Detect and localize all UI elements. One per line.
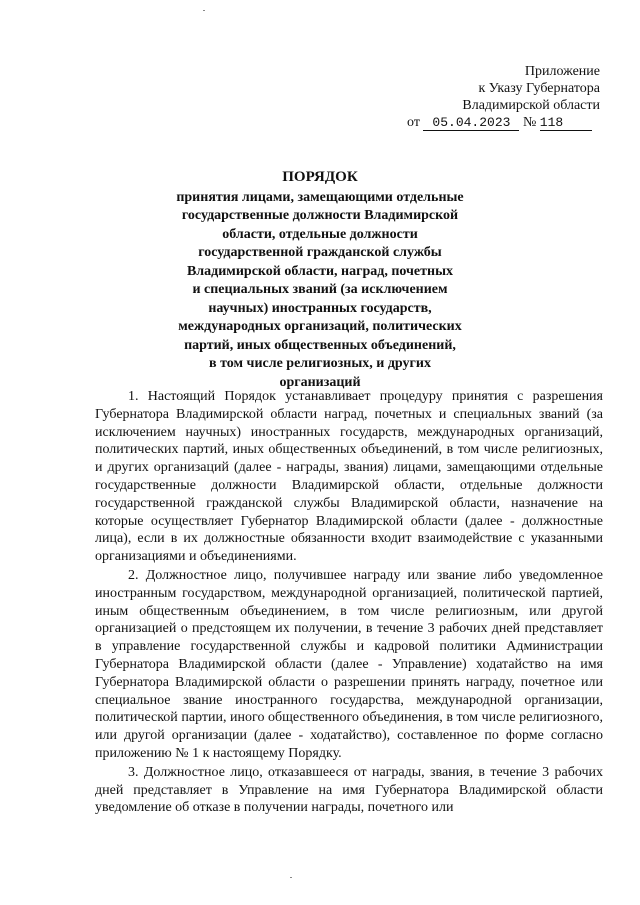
title-heading: ПОРЯДОК [282,169,358,185]
document-body [95,388,603,817]
appendix-line-3: Владимирской области [462,98,600,113]
paragraph-1: 1. Настоящий Порядок устанавливает процедуру принятия с разрешения Губернатора Владимирской области наград, почетных и специальных званий (за исключением научных) иностранных государств, международных организаций, политических партий, иных общественных объединений, в том числе религиозных, и других организаций (далее - награды, звания) лицами, замещающими отдельные государственные должности Владимирской области, отдельные должности государственной гражданской службы Владимирской области, назначение на которые осуществляет Губернатор Владимирской области (далее - должностные лица), если в их должностные обязанности входит взаимодействие с указанными организациями и объединениями. [95,389,603,565]
scan-speck [203,10,205,11]
decree-date: 05.04.2023 [423,116,519,131]
title-line: и специальных званий (за исключением [192,282,448,297]
number-label: № [522,115,537,130]
title-line: международных организаций, политических [178,319,462,334]
paragraph-2: 2. Должностное лицо, получившее награду или звание либо уведомленное иностранным государством, международной организацией, политической партией, иным общественным объединением, в том числе религиозным, или другой организацией о предстоящем их получении, в течение 3 рабочих дней представляет в управление государственной службы и кадровой политики Администрации Губернатора Владимирской области (далее - Управление) ходатайство на имя Губернатора Владимирской области о разрешении принять награду, почетное или специальное звание иностранного государства, международной организации, политической партии, иного общественного объединения, в том числе религиозного, или другой организации (далее - ходатайство), составленное по форме согласно приложению № 1 к настоящему Порядку. [95,567,603,761]
title-line: научных) иностранных государств, [208,300,432,316]
decree-number: 118 [540,116,592,131]
appendix-line-2: к Указу Губернатора [478,81,600,96]
decree-date-number-line [407,114,600,131]
title-line: принятия лицами, замещающими отдельные [176,189,464,205]
title-line: организаций [279,374,361,390]
document-title [160,168,480,392]
appendix-line-1: Приложение [524,64,600,79]
scan-speck [290,877,292,878]
title-line: в том числе религиозных, и других [209,356,431,371]
title-line: Владимирской области, наград, почетных [186,263,454,279]
paragraph-3: 3. Должностное лицо, отказавшееся от награды, звания, в течение 3 рабочих дней представляет в Управление на имя Губернатора Владимирской области уведомление об отказе в получении награды, почетного или [95,764,603,816]
title-line: партий, иных общественных объединений, [184,337,456,353]
title-line: государственной гражданской службы [198,245,442,260]
from-label: от [407,115,420,130]
title-line: государственные должности Владимирской [181,208,459,223]
appendix-block [400,63,600,131]
title-line: области, отдельные должности [222,226,418,242]
